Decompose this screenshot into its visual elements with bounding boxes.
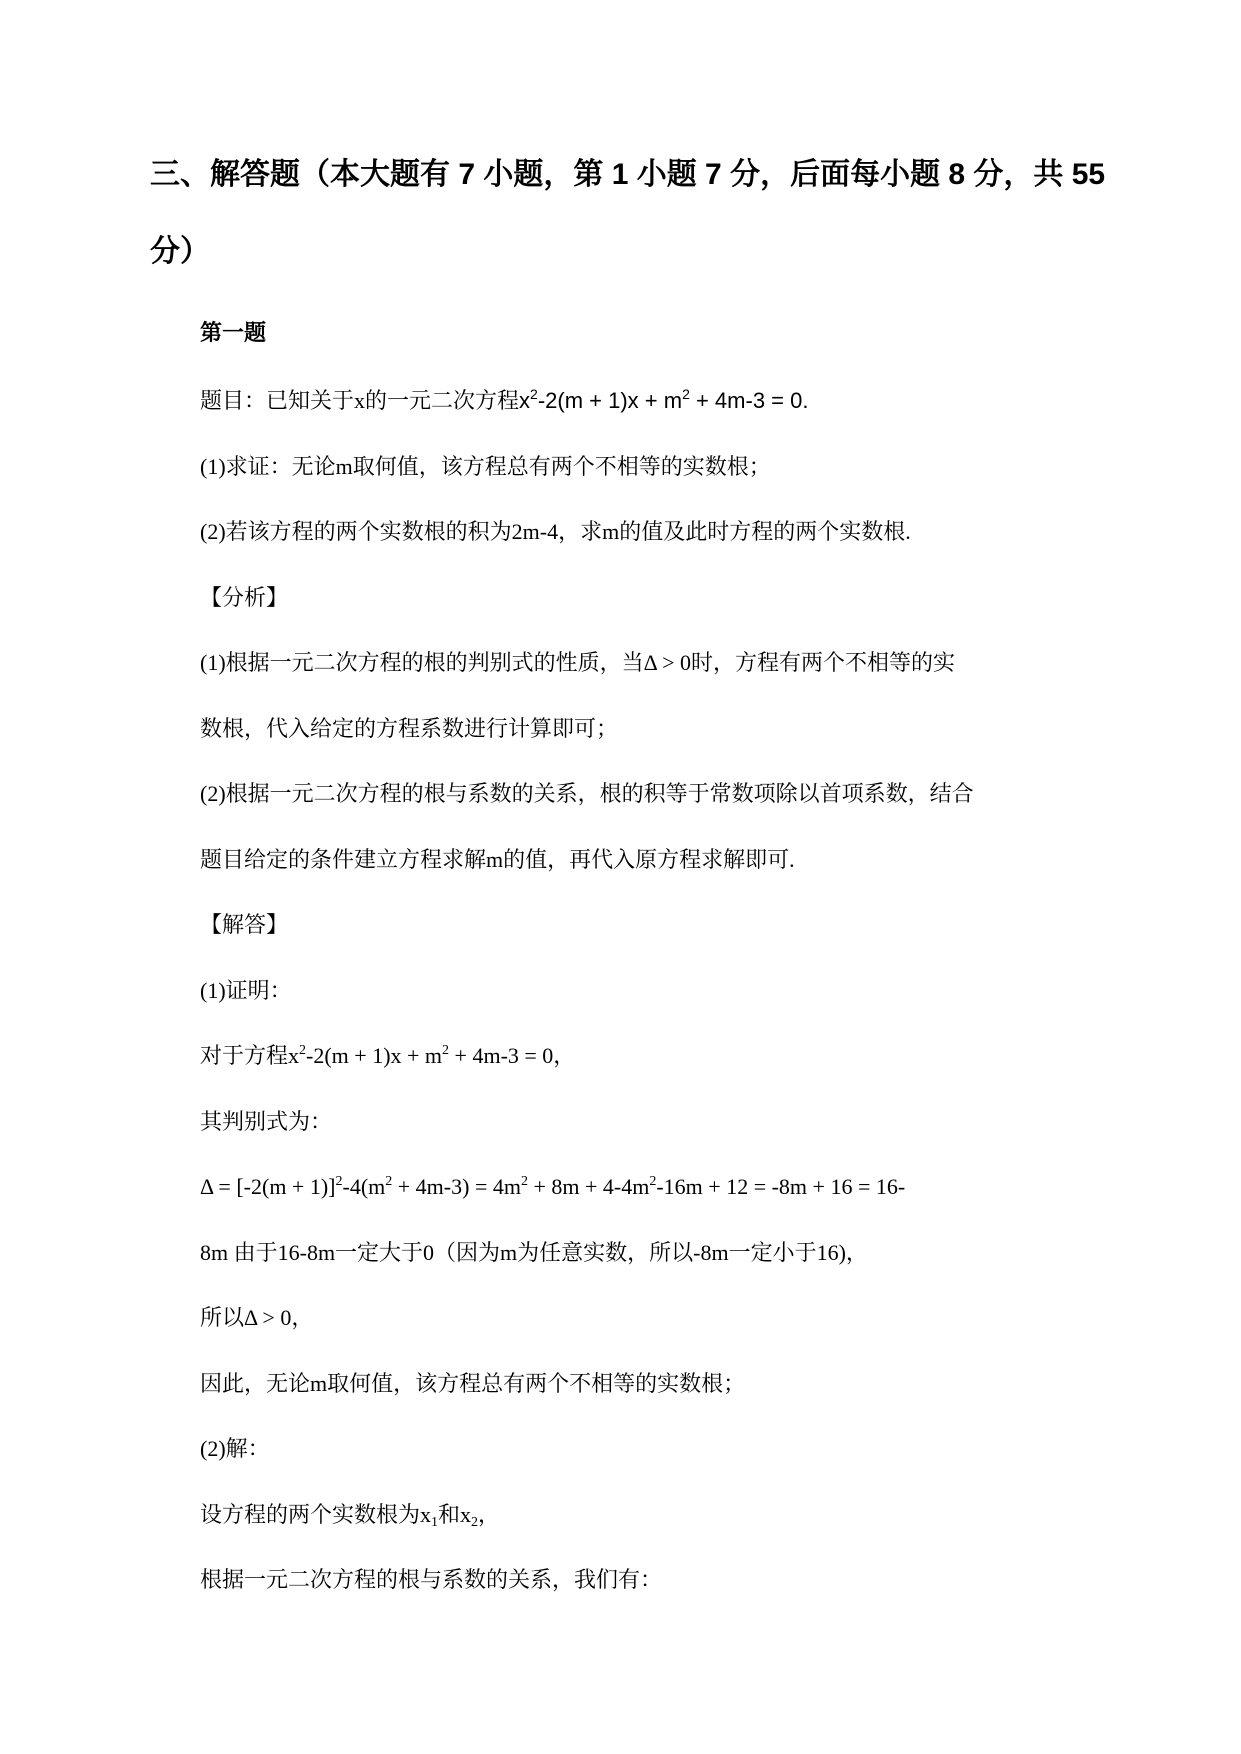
analysis-line: 题目给定的条件建立方程求解m的值，再代入原方程求解即可. [200,846,795,872]
eq-term: + 8m + 4-4m [527,1174,650,1199]
eq-superscript: 2 [682,385,690,402]
part-1-conclusion: 因此，无论m取何值，该方程总有两个不相等的实数根； [200,1370,746,1396]
vieta-intro: 根据一元二次方程的根与系数的关系，我们有： [200,1567,663,1592]
discriminant-positive: 所以Δ > 0， [200,1305,314,1330]
solution-part-2-heading: (2)解： [200,1436,270,1461]
question-equation [519,385,809,413]
solution-part-1-heading: (1)证明： [200,977,292,1003]
analysis-label: 【分析】 [200,584,289,610]
eq-superscript: 2 [520,1173,528,1189]
discriminant-continuation: 8m 由于16-8m一定大于0（因为m为任意实数，所以-8m一定小于16)， [200,1239,868,1265]
analysis-line: (1)根据一元二次方程的根的判别式的性质，当Δ > 0时，方程有两个不相等的实 [200,650,955,675]
eq-term: -2(m + 1)x + m [537,388,683,413]
analysis-line: 数根，代入给定的方程系数进行计算即可； [200,715,619,741]
eq-superscript: 2 [649,1173,657,1189]
eq-superscript: 2 [299,1042,307,1058]
root-variable: x [420,1501,432,1527]
eq-term: x [288,1043,300,1068]
eq-term: x [519,388,531,413]
eq-term: -16m + 12 = -8m + 16 = 16- [656,1174,906,1199]
eq-term: + 4m-3 = 0， [449,1043,576,1068]
discriminant-formula [200,1154,1210,1220]
root-subscript: 1 [431,1515,439,1531]
question-part-1: (1)求证：无论m取何值，该方程总有两个不相等的实数根； [200,453,771,479]
problem-title: 第一题 [200,320,267,345]
discriminant-intro: 其判别式为： [200,1108,333,1134]
eq-superscript: 2 [385,1173,393,1189]
roots-text: 和 [438,1501,461,1527]
question-prefix: 题目：已知关于x的一元二次方程 [200,388,520,413]
section-heading-line-2: 分） [150,235,210,268]
equation-prefix: 对于方程 [200,1043,289,1068]
root-subscript: 2 [471,1515,479,1531]
solution-label: 【解答】 [200,912,289,937]
analysis-line: (2)根据一元二次方程的根与系数的关系，根的积等于常数项除以首项系数，结合 [200,781,974,806]
eq-superscript: 2 [442,1042,450,1058]
eq-term: -2(m + 1)x + m [306,1043,443,1068]
eq-superscript: 2 [530,385,538,402]
problem-content [200,368,1210,1613]
question-statement [200,368,1210,434]
roots-definition [200,1482,1210,1548]
section-heading-line-1: 三、解答题（本大题有 7 小题，第 1 小题 7 分，后面每小题 8 分，共 55 [150,158,1106,191]
eq-term: + 4m-3) = 4m [392,1174,521,1199]
solution-equation-line [200,1023,1210,1089]
eq-term: -4(m [342,1174,386,1199]
eq-term: Δ = [-2(m + 1)] [200,1174,336,1199]
roots-text: ， [478,1501,501,1527]
question-part-2: (2)若该方程的两个实数根的积为2m-4，求m的值及此时方程的两个实数根. [200,519,911,544]
roots-text: 设方程的两个实数根为 [200,1501,421,1527]
root-variable: x [460,1501,472,1527]
eq-superscript: 2 [335,1173,343,1189]
eq-term: + 4m-3 = 0. [689,388,809,413]
